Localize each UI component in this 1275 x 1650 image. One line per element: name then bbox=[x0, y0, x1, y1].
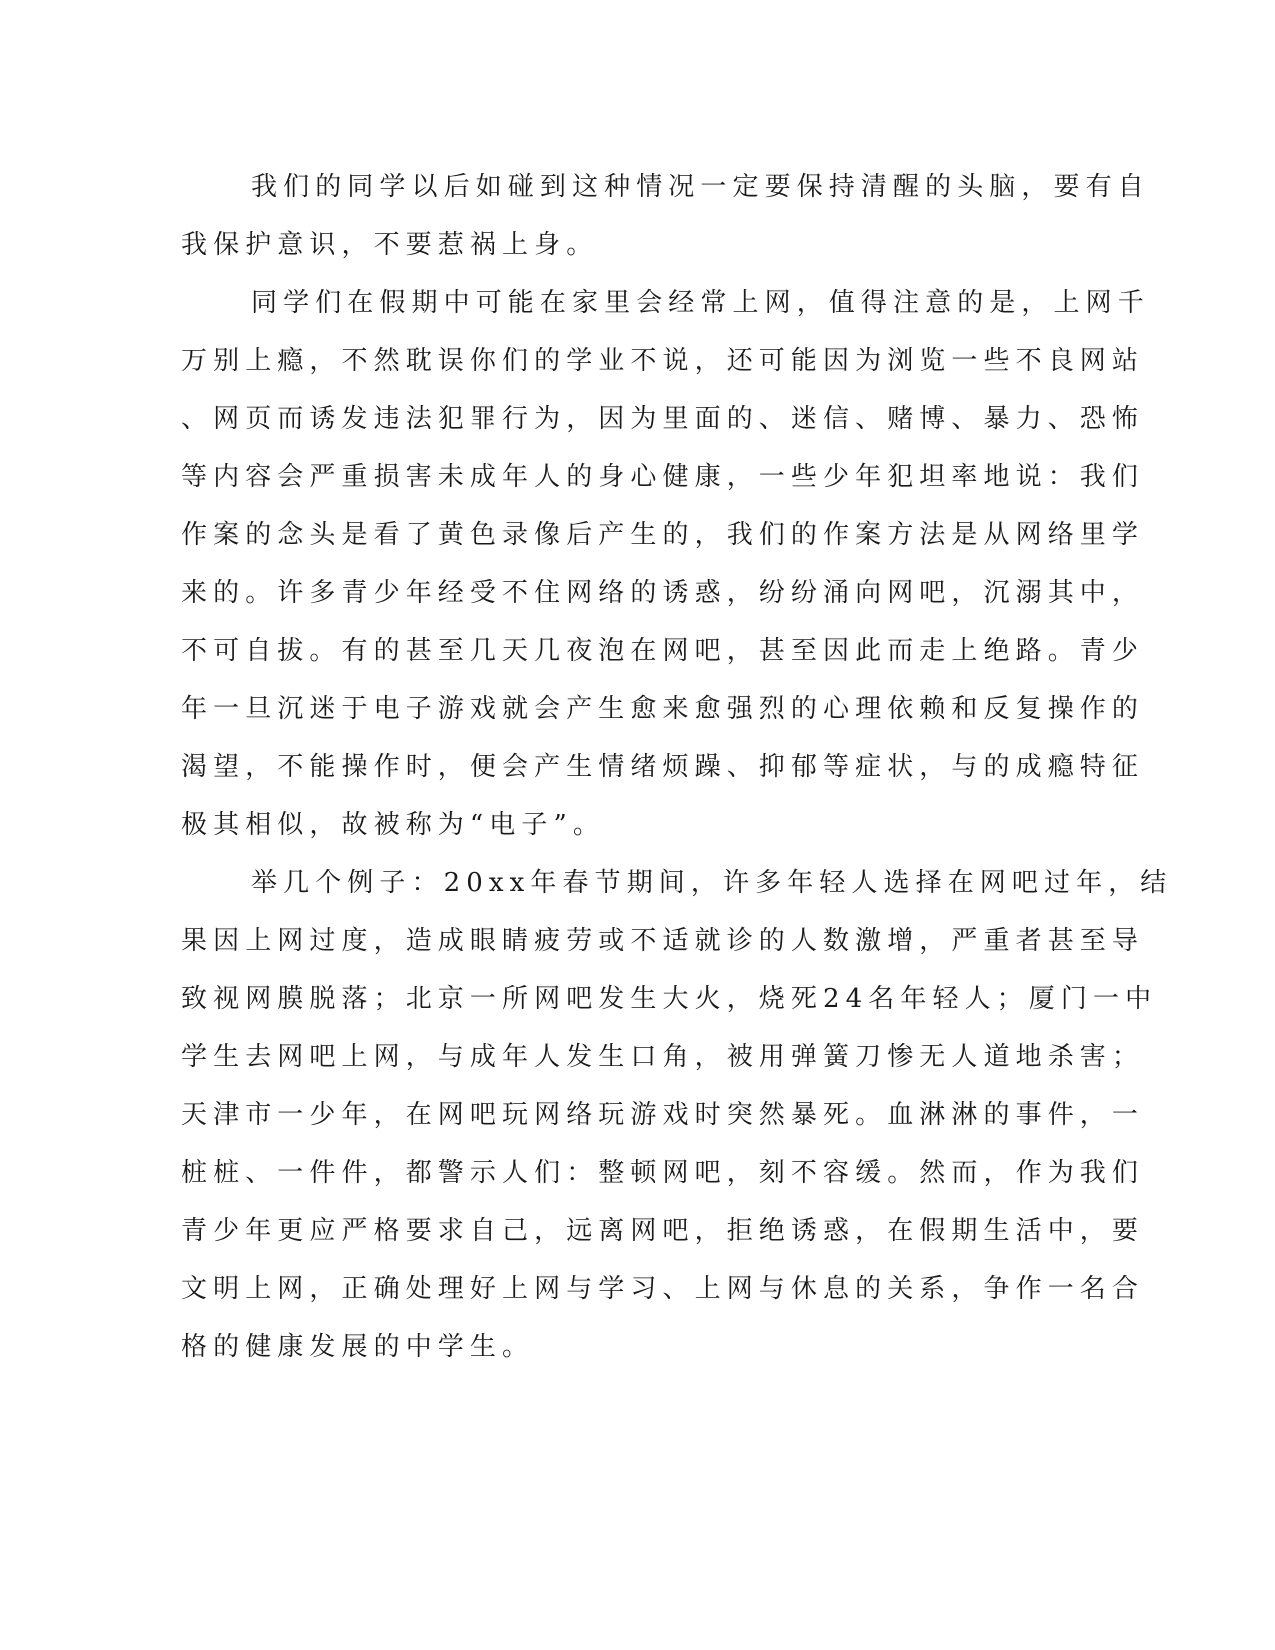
paragraph-line: 文明上网，正确处理好上网与学习、上网与休息的关系，争作一名合 bbox=[181, 1274, 1145, 1304]
paragraph-line: 格的健康发展的中学生。 bbox=[181, 1332, 535, 1362]
paragraph-line: 等内容会严重损害未成年人的身心健康，一些少年犯坦率地说：我们 bbox=[181, 462, 1145, 492]
paragraph-line: 我保护意识，不要惹祸上身。 bbox=[181, 230, 599, 260]
paragraph bbox=[181, 158, 1150, 274]
paragraph-line: 致视网膜脱落；北京一所网吧发生大火，烧死24名年轻人；厦门一中 bbox=[181, 984, 1158, 1014]
paragraph-line: 举几个例子：20xx年春节期间，许多年轻人选择在网吧过年，结 bbox=[251, 868, 1173, 898]
paragraph-line: 渴望，不能操作时，便会产生情绪烦躁、抑郁等症状，与的成瘾特征 bbox=[181, 752, 1145, 782]
paragraph-line: 来的。许多青少年经受不住网络的诱惑，纷纷涌向网吧，沉溺其中， bbox=[181, 578, 1145, 608]
paragraph-line: 作案的念头是看了黄色录像后产生的，我们的作案方法是从网络里学 bbox=[181, 520, 1145, 550]
paragraph-line: 桩桩、一件件，都警示人们：整顿网吧，刻不容缓。然而，作为我们 bbox=[181, 1158, 1145, 1188]
paragraph-line: 同学们在假期中可能在家里会经常上网，值得注意的是，上网千 bbox=[251, 288, 1150, 318]
paragraph-line: 、网页而诱发违法犯罪行为，因为里面的、迷信、赌博、暴力、恐怖 bbox=[181, 404, 1145, 434]
paragraph-line: 年一旦沉迷于电子游戏就会产生愈来愈强烈的心理依赖和反复操作的 bbox=[181, 694, 1145, 724]
paragraph-line: 学生去网吧上网，与成年人发生口角，被用弹簧刀惨无人道地杀害； bbox=[181, 1042, 1145, 1072]
paragraph-line: 万别上瘾，不然耽误你们的学业不说，还可能因为浏览一些不良网站 bbox=[181, 346, 1145, 376]
paragraph bbox=[181, 854, 1173, 1376]
paragraph-line: 天津市一少年，在网吧玩网络玩游戏时突然暴死。血淋淋的事件，一 bbox=[181, 1100, 1145, 1130]
paragraph-line: 极其相似，故被称为“电子”。 bbox=[181, 810, 605, 840]
paragraph-line: 不可自拔。有的甚至几天几夜泡在网吧，甚至因此而走上绝路。青少 bbox=[181, 636, 1145, 666]
paragraph bbox=[181, 274, 1150, 854]
paragraph-line: 果因上网过度，造成眼睛疲劳或不适就诊的人数激增，严重者甚至导 bbox=[181, 926, 1145, 956]
paragraph-line: 青少年更应严格要求自己，远离网吧，拒绝诱惑，在假期生活中，要 bbox=[181, 1216, 1145, 1246]
document-body bbox=[181, 158, 1173, 1376]
paragraph-line: 我们的同学以后如碰到这种情况一定要保持清醒的头脑，要有自 bbox=[251, 172, 1150, 202]
